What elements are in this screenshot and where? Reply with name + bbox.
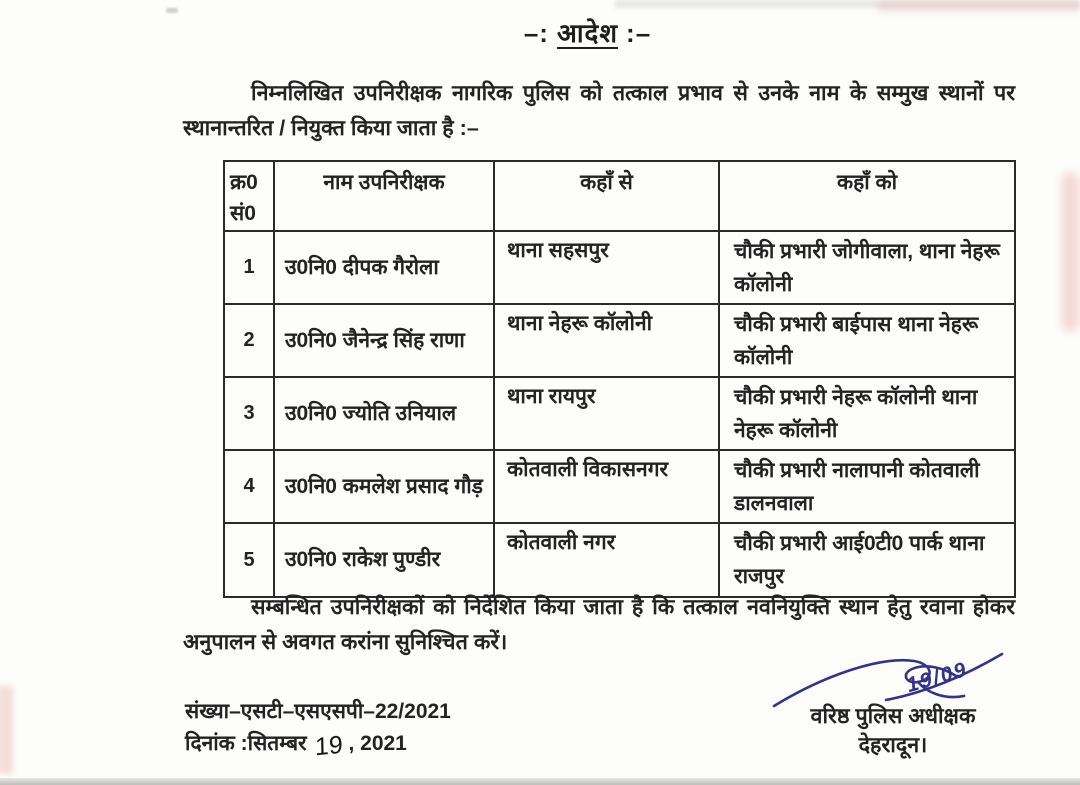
date-suffix: , 2021 [348,732,407,755]
cell-to: चौकी प्रभारी जोगीवाला, थाना नेहरू कॉलोनी [719,231,1015,304]
cell-from: थाना रायपुर [494,377,719,450]
cell-name: उ0नि0 जैनेन्द्र सिंह राणा [274,304,494,377]
date-handwritten-day: 19 [314,730,343,762]
header-to: कहाँ को [719,161,1015,231]
scan-artifact-right-pink [1061,172,1080,332]
scan-artifact-left-pink [0,686,13,774]
closing-paragraph: सम्बन्धित उपनिरीक्षकों को निर्देशित किया जाता है कि तत्काल नवनियुक्ति स्थान हेतु रवाना होकर अनुपालन से अवगत करांना सुनिश्चित करें। [183,595,1015,654]
reference-number-line: संख्या–एसटी–एसएसपी–22/2021 [185,700,451,723]
cell-from: थाना सहसपुर [494,231,719,304]
header-serial-no: क्र0 सं0 [224,161,274,231]
signatory-place: देहरादून। [858,733,928,757]
signature-block [768,648,1018,760]
table-row [224,377,1015,450]
intro-paragraph: निम्नलिखित उपनिरीक्षक नागरिक पुलिस को तत्काल प्रभाव से उनके नाम के सम्मुख स्थानों पर स्थानान्तरित / नियुक्त किया जाता है :– [183,81,1015,140]
scan-artifact-top-pink [878,0,1080,13]
cell-sno: 1 [224,231,274,304]
title-prefix: –: [523,18,549,48]
date-prefix: दिनांक :सितम्बर [185,732,307,755]
cell-from: थाना नेहरू कॉलोनी [494,304,719,377]
cell-sno: 3 [224,377,274,450]
header-from: कहाँ से [494,161,719,231]
cell-sno: 4 [224,450,274,523]
title-suffix: :– [626,18,652,48]
date-line [185,727,451,762]
cell-to: चौकी प्रभारी बाईपास थाना नेहरू कॉलोनी [719,304,1015,377]
cell-to: चौकी प्रभारी आई0टी0 पार्क थाना राजपुर [719,523,1015,597]
signature-scribble [768,648,1018,714]
signatory-title: वरिष्ठ पुलिस अधीक्षक [810,704,976,728]
table-row [224,304,1015,377]
cell-name: उ0नि0 ज्योति उनियाल [274,377,494,450]
scan-artifact-top-gray [615,0,1080,8]
cell-to: चौकी प्रभारी नालापानी कोतवाली डालनवाला [719,450,1015,523]
title-word: आदेश [556,18,619,48]
document-title [95,14,1080,50]
cell-from: कोतवाली नगर [494,523,719,597]
cell-from: कोतवाली विकासनगर [494,450,719,523]
signature-date-note: 19/09 [903,657,971,698]
cell-name: उ0नि0 कमलेश प्रसाद गौड़ [274,450,494,523]
table-row [224,523,1015,597]
cell-sno: 2 [224,304,274,377]
header-name: नाम उपनिरीक्षक [274,161,494,231]
cell-sno: 5 [224,523,274,597]
reference-block [185,696,451,762]
transfer-table [223,160,1016,598]
table-row [224,450,1015,523]
cell-to: चौकी प्रभारी नेहरू कॉलोनी थाना नेहरू कॉलोनी [719,377,1015,450]
cell-name: उ0नि0 राकेश पुण्डीर [274,523,494,597]
table-header-row [224,161,1015,231]
cell-name: उ0नि0 दीपक गैरोला [274,231,494,304]
table-row [224,231,1015,304]
scan-artifact-speck [166,8,178,13]
scan-artifact-bottom-edge [0,778,1080,785]
signature-ink-icon [768,648,1018,714]
